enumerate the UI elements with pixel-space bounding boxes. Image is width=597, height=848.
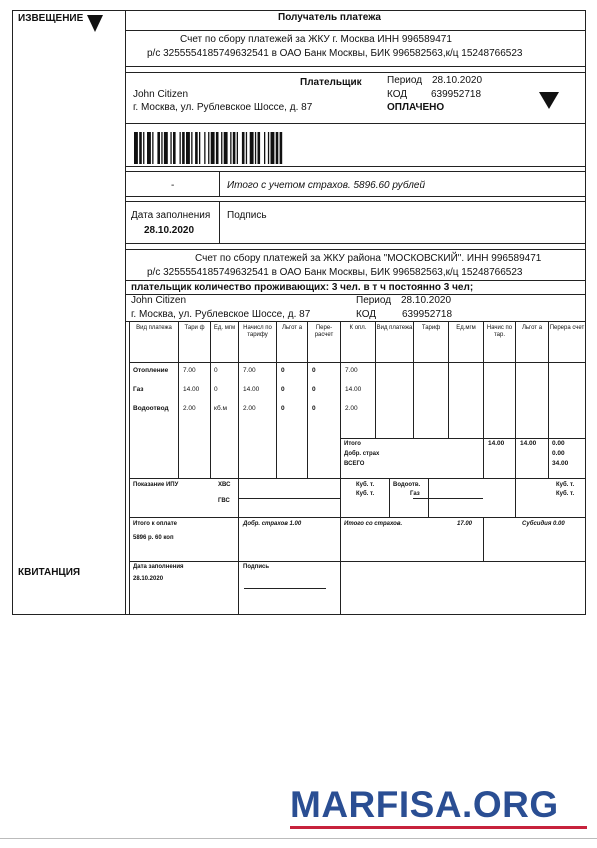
site-logo: MARFISA.ORG <box>290 784 559 825</box>
row-1-tariff: 7.00 <box>183 367 196 374</box>
summary-total-label: Итого <box>344 441 361 447</box>
row-2-unit: 0 <box>214 386 218 393</box>
payer-name: John Citizen <box>133 89 189 100</box>
logo-underline <box>290 826 587 829</box>
cubic-r-1: Куб. т. <box>556 482 575 488</box>
notice-account-line-2: р/с 32555541857496325​41 в ОАО Банк Москвы, БИК 996582563,к/ц 15248766523 <box>147 48 523 59</box>
summary-recalc-3: 34.00 <box>552 460 569 467</box>
cubic-m-2: Куб. т. <box>356 491 375 497</box>
row-2-recalc: 0 <box>312 386 316 393</box>
row-2-charged: 14.00 <box>243 386 260 393</box>
page-bottom-rule <box>0 838 597 839</box>
recipient-title: Получатель платежа <box>278 12 381 23</box>
row-3-name: Водоотвод <box>133 405 169 412</box>
total-insurance-value: 17.00 <box>457 521 473 527</box>
receipt-label: КВИТАНЦИЯ <box>18 567 81 578</box>
header-payment-type-2: Вид платежа <box>376 325 413 331</box>
receipt-fill-date-label: Дата заполнения <box>133 564 184 570</box>
payer-address: г. Москва, ул. Рублевское Шоссе, д. 87 <box>133 102 313 113</box>
receipt-fill-date-value: 28.10.2020 <box>133 576 164 582</box>
total-insurance-label: Итого со страхов. <box>344 521 403 527</box>
header-recalc-2: Перера счет <box>549 325 585 331</box>
total-to-pay-label: Итого к оплате <box>133 521 177 527</box>
code-label: КОД <box>387 89 408 100</box>
summary-charged: 14.00 <box>488 440 505 447</box>
summary-benefit: 14.00 <box>520 440 537 447</box>
receipt-payer-name: John Citizen <box>131 295 187 306</box>
row-3-benefit: 0 <box>281 405 285 412</box>
row-1-unit: 0 <box>214 367 218 374</box>
hvs-label: ХВС <box>218 482 231 488</box>
period-value: 28.10.2020 <box>432 75 483 86</box>
row-3-charged: 2.00 <box>243 405 256 412</box>
receipt-signature-label: Подпись <box>243 564 270 570</box>
header-tariff: Тари ф <box>184 325 205 331</box>
row-2-to-pay: 14.00 <box>345 386 362 393</box>
receipt-payer-address: г. Москва, ул. Рублевское Шоссе, д. 87 <box>131 309 311 320</box>
notice-account-line-1: Счет по сбору платежей за ЖКУ г. Москва ИНН 996589471 <box>180 34 452 45</box>
triangle-down-icon <box>86 13 104 33</box>
header-payment-type: Вид платежа <box>136 325 172 331</box>
receipt-payer-header: плательщик количество проживающих: 3 чел. в т ч постоянно 3 чел; <box>131 282 474 293</box>
row-2-tariff: 14.00 <box>183 386 200 393</box>
row-3-tariff: 2.00 <box>183 405 196 412</box>
cubic-m-1: Куб. т. <box>356 482 375 488</box>
summary-recalc-2: 0.00 <box>552 450 565 457</box>
row-1-recalc: 0 <box>312 367 316 374</box>
header-unit: Ед. мгм <box>213 325 236 331</box>
receipt-period-label: Период <box>356 295 392 306</box>
header-benefit-2: Льгот а <box>521 325 543 331</box>
notice-label: ИЗВЕЩЕНИЕ <box>18 13 84 24</box>
subsidy: Субсидия 0.00 <box>522 521 565 527</box>
row-1-benefit: 0 <box>281 367 285 374</box>
triangle-down-icon <box>538 90 560 110</box>
dash-cell: - <box>171 180 175 191</box>
receipt-code-value: 639952718 <box>402 309 453 320</box>
summary-insurance-label: Добр. страх <box>344 451 380 457</box>
header-unit-2: Ед.мгм <box>456 325 476 331</box>
total-to-pay-value: 5896 р. 60 коп <box>133 535 174 541</box>
header-charged-2: Начис по тар. <box>486 325 513 338</box>
barcode <box>134 132 364 164</box>
header-to-pay: К опл. <box>349 325 367 331</box>
total-with-insurance: Итого с учетом страхов. 5896.60 рублей <box>227 180 426 191</box>
summary-recalc-1: 0.00 <box>552 440 565 447</box>
row-3-recalc: 0 <box>312 405 316 412</box>
gas-meter-label: Газ <box>410 491 420 497</box>
fill-date-label: Дата заполнения <box>131 210 211 221</box>
signature-label: Подпись <box>227 210 267 221</box>
receipt-period-value: 28.10.2020 <box>401 295 452 306</box>
summary-grand-label: ВСЕГО <box>344 461 365 467</box>
row-2-benefit: 0 <box>281 386 285 393</box>
receipt-account-line-2: р/с 32555541857496325​41 в ОАО Банк Москвы, БИК 996582563,к/ц 15248766523 <box>147 267 523 278</box>
row-1-to-pay: 7.00 <box>345 367 358 374</box>
header-recalc: Пере- расчет <box>314 325 334 338</box>
row-1-charged: 7.00 <box>243 367 256 374</box>
receipt-account-line-1: Счет по сбору платежей за ЖКУ района "МОСКОВСКИЙ". ИНН 996589471 <box>195 253 542 264</box>
header-charged: Начисл по тарифу <box>243 325 272 338</box>
paid-status: ОПЛАЧЕНО <box>387 102 445 113</box>
insurance-amount: Добр. страхов 1.00 <box>243 521 302 527</box>
code-value: 639952718 <box>431 89 482 100</box>
row-2-name: Газ <box>133 386 144 393</box>
payer-label: Плательщик <box>300 77 362 88</box>
fill-date-value: 28.10.2020 <box>144 225 195 236</box>
row-1-name: Отопление <box>133 367 169 374</box>
drain-label: Водоотв. <box>393 482 421 488</box>
row-3-unit: кб.м <box>214 405 227 412</box>
ipu-label: Показание ИПУ <box>133 482 179 488</box>
cubic-r-2: Куб. т. <box>556 491 575 497</box>
gvs-label: ГВС <box>218 498 230 504</box>
receipt-code-label: КОД <box>356 309 377 320</box>
header-benefit: Льгот а <box>281 325 303 331</box>
row-3-to-pay: 2.00 <box>345 405 358 412</box>
header-tariff-2: Тариф <box>421 325 441 331</box>
period-label: Период <box>387 75 423 86</box>
